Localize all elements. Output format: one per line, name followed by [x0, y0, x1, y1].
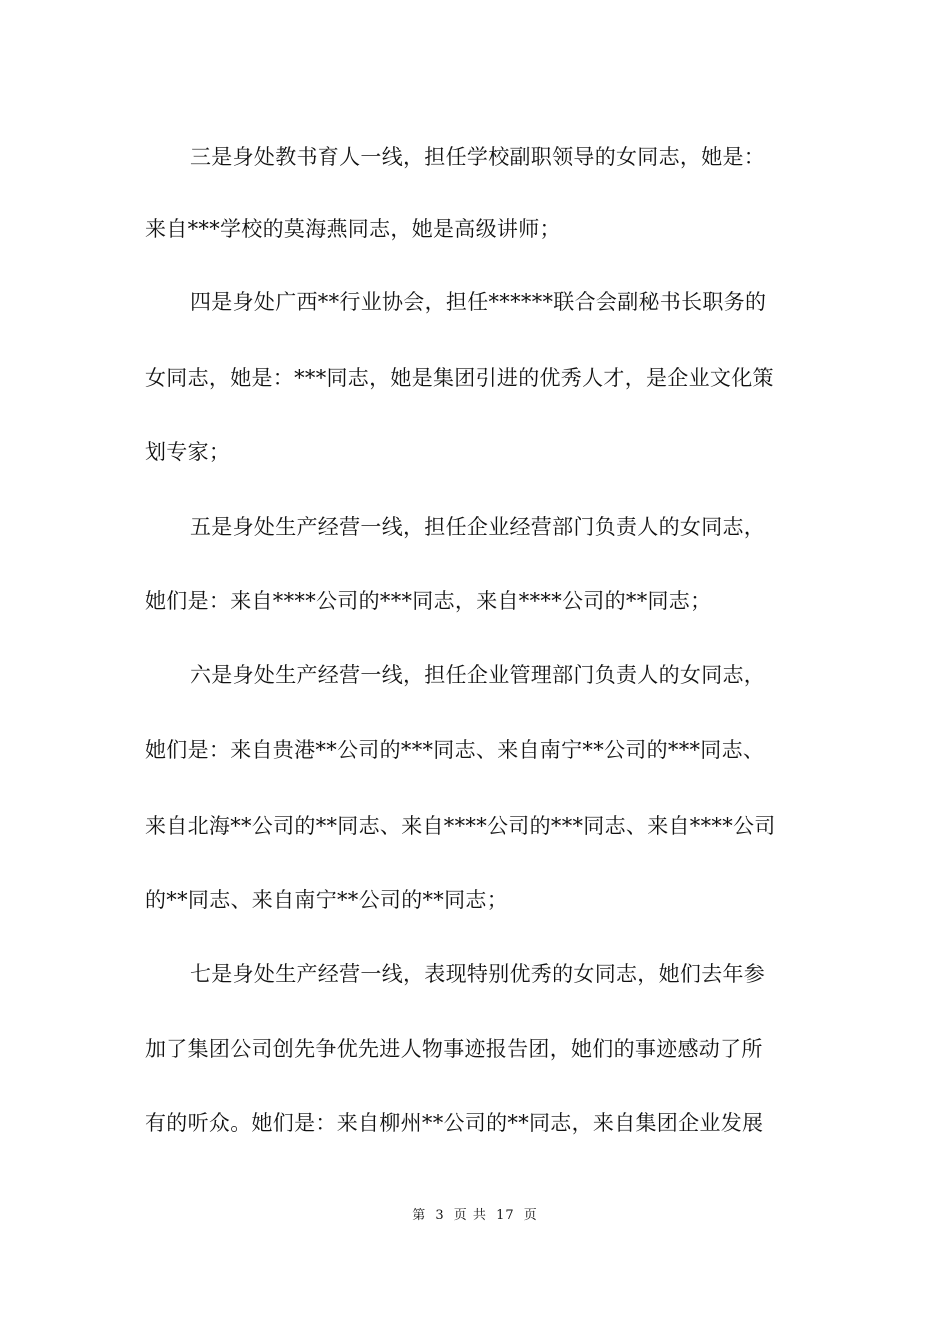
total-pages-number: 17 [496, 1208, 515, 1223]
page-suffix: 页 [523, 1208, 538, 1223]
paragraph-line: 她们是：来自****公司的***同志，来自****公司的**同志； [145, 589, 712, 613]
page-prefix: 第 [412, 1208, 427, 1223]
paragraph-line: 六是身处生产经营一线，担任企业管理部门负责人的女同志， [190, 663, 766, 687]
paragraph-line: 有的听众。她们是：来自柳州**公司的**同志，来自集团企业发展 [145, 1111, 764, 1135]
paragraph-line: 五是身处生产经营一线，担任企业经营部门负责人的女同志， [190, 515, 766, 539]
paragraph-line: 的**同志、来自南宁**公司的**同志； [145, 888, 508, 912]
paragraph-line: 划专家； [145, 440, 231, 464]
paragraph-line: 七是身处生产经营一线，表现特别优秀的女同志，她们去年参 [190, 962, 766, 986]
paragraph-line: 女同志，她是：***同志，她是集团引进的优秀人才，是企业文化策 [145, 366, 774, 390]
page-mid-text: 页 共 [453, 1208, 487, 1223]
paragraph-line: 她们是：来自贵港**公司的***同志、来自南宁**公司的***同志、 [145, 738, 765, 762]
paragraph-line: 加了集团公司创先争优先进人物事迹报告团，她们的事迹感动了所 [145, 1037, 763, 1061]
current-page-number: 3 [435, 1208, 445, 1223]
page-number-footer [0, 1207, 950, 1225]
paragraph-line: 来自***学校的莫海燕同志，她是高级讲师； [145, 217, 561, 241]
paragraph-line: 四是身处广西**行业协会，担任******联合会副秘书长职务的 [190, 290, 767, 314]
paragraph-line: 来自北海**公司的**同志、来自****公司的***同志、来自****公司 [145, 814, 776, 838]
paragraph-line: 三是身处教书育人一线，担任学校副职领导的女同志，她是： [190, 145, 766, 169]
